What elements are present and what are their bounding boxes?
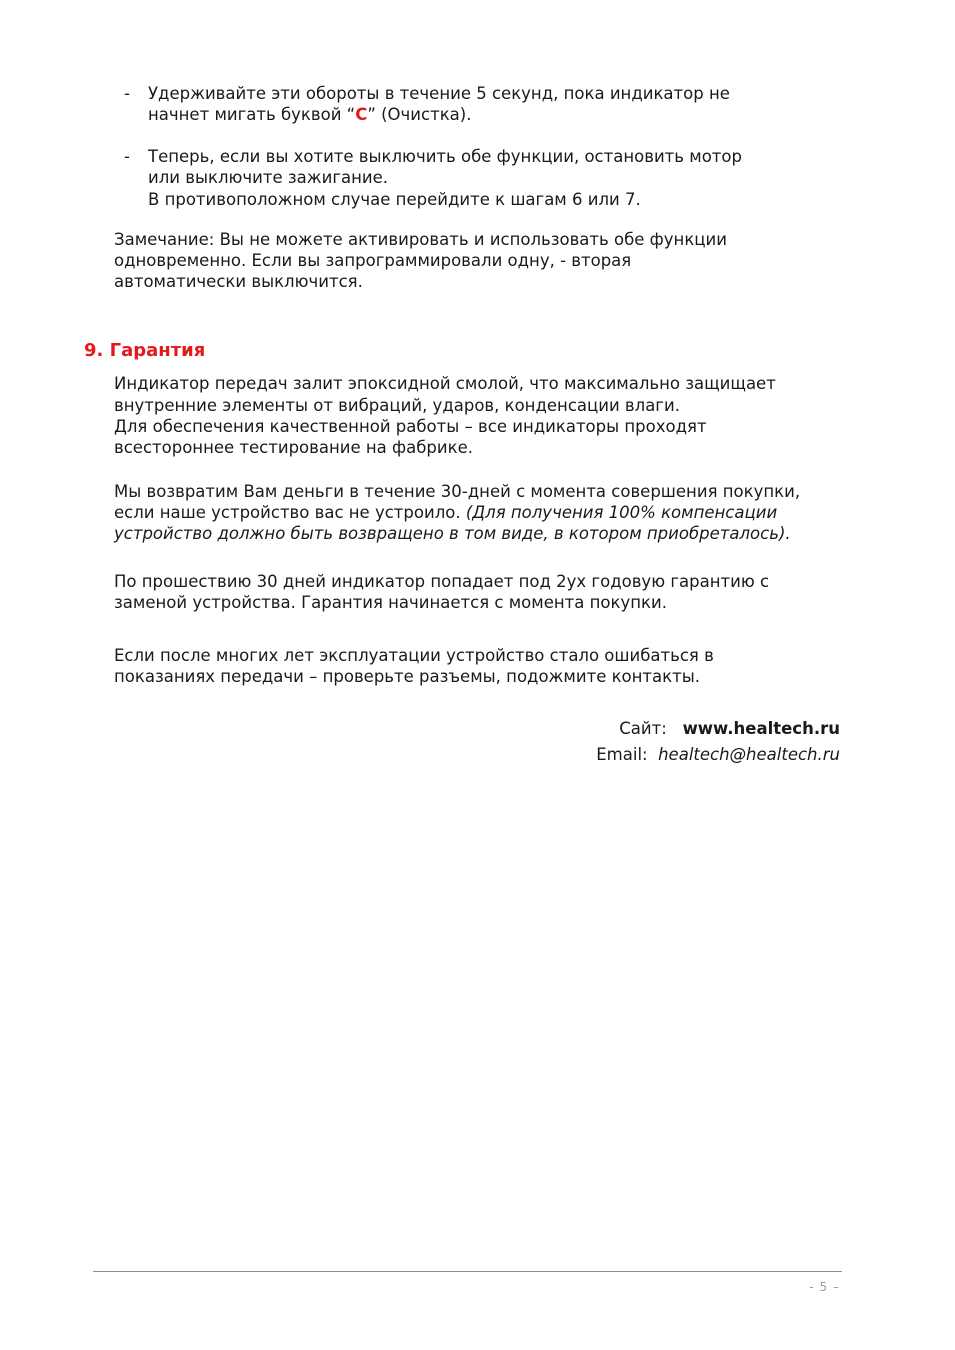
paragraph-1-line: Для обеспечения качественной работы – все индикаторы проходят (114, 417, 707, 436)
page-number: - 5 – (809, 1280, 840, 1294)
paragraph-2-line: Мы возвратим Вам деньги в течение 30-дней с момента совершения покупки, (114, 482, 801, 501)
bullet-dash: - (124, 84, 130, 103)
bullet-2-line-3: В противоположном случае перейдите к шагам 6 или 7. (148, 190, 641, 209)
email-link[interactable]: healtech@healtech.ru (658, 745, 840, 764)
paragraph-2-line (114, 502, 777, 523)
paragraph-4-line: Если после многих лет эксплуатации устройство стало ошибаться в (114, 646, 714, 665)
bullet-1-text: начнет мигать буквой “ (148, 105, 356, 124)
note-line-2: одновременно. Если вы запрограммировали одну, - вторая (114, 251, 632, 270)
footer-divider (93, 1271, 842, 1272)
note-line-3: автоматически выключится. (114, 272, 363, 291)
email-contact (596, 744, 840, 765)
paragraph-3-line: По прошествию 30 дней индикатор попадает под 2ух годовую гарантию с (114, 572, 770, 591)
site-contact (619, 718, 840, 739)
section-number: 9. (84, 340, 104, 361)
bullet-1-line-2 (148, 104, 471, 125)
bullet-2-line-1: Теперь, если вы хотите выключить обе функции, остановить мотор (148, 147, 742, 166)
bullet-dash: - (124, 147, 130, 166)
paragraph-2-italic: (Для получения 100% компенсации (465, 503, 778, 522)
section-title: Гарантия (109, 340, 206, 361)
clear-letter-c: C (355, 105, 368, 124)
site-label: Сайт: (619, 719, 667, 738)
bullet-1-text-after: ” (Очистка). (367, 105, 472, 124)
paragraph-1-line: Индикатор передач залит эпоксидной смолой, что максимально защищает (114, 374, 776, 393)
paragraph-1-line: всестороннее тестирование на фабрике. (114, 438, 473, 457)
bullet-2-line-2: или выключите зажигание. (148, 168, 389, 187)
paragraph-2-line-italic: устройство должно быть возвращено в том виде, в котором приобреталось). (114, 524, 791, 543)
email-label: Email: (596, 745, 648, 764)
paragraph-2-normal: если наше устройство вас не устроило. (114, 503, 466, 522)
paragraph-3-line: заменой устройства. Гарантия начинается с момента покупки. (114, 593, 667, 612)
bullet-1-line-1: Удерживайте эти обороты в течение 5 секунд, пока индикатор не (148, 84, 730, 103)
section-heading (84, 340, 205, 362)
paragraph-1-line: внутренние элементы от вибраций, ударов, конденсации влаги. (114, 396, 680, 415)
note-line-1: Замечание: Вы не можете активировать и использовать обе функции (114, 230, 727, 249)
paragraph-4-line: показаниях передачи – проверьте разъемы, подожмите контакты. (114, 667, 701, 686)
site-link[interactable]: www.healtech.ru (682, 719, 840, 738)
